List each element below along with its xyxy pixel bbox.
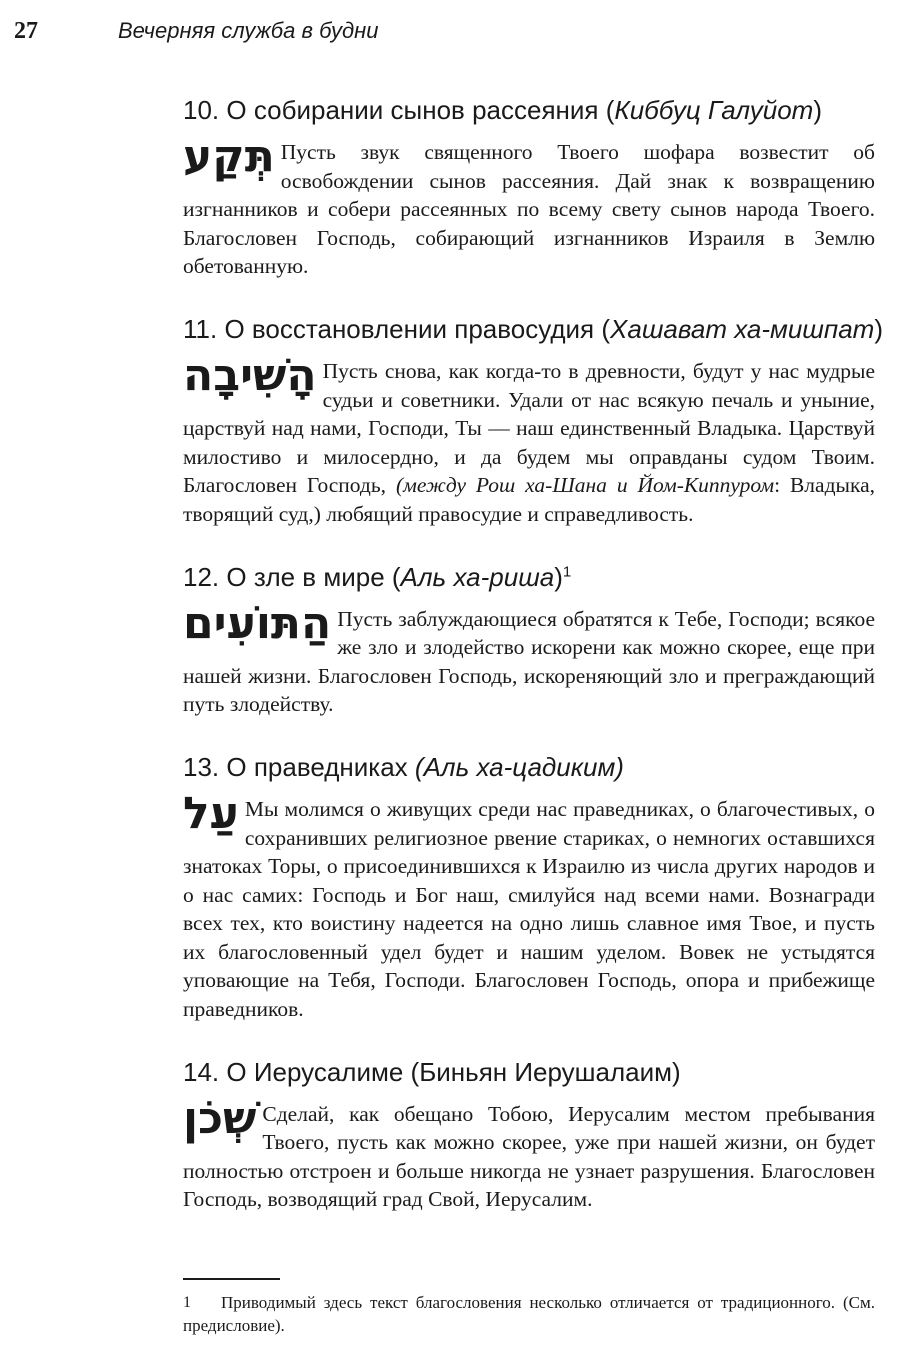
section-12-al-ha-risha: [183, 559, 875, 719]
section-14-binyan-yerushalayim: [183, 1054, 875, 1214]
section-body: [183, 131, 875, 281]
heading-text: 12. О зле в мире (: [183, 561, 401, 592]
page-content: [183, 92, 883, 1214]
section-body: [183, 349, 875, 529]
footnote-text: Приводимый здесь текст благословения несколько отличается от традиционного. (См. предисловие).: [183, 1293, 875, 1335]
heading-transliteration: Аль ха-риша: [400, 561, 555, 592]
blessing-text: Пусть снова, как когда-то в древности, будут у нас мудрые судьи и советники. Удали от нас всякую печаль и уныние, царствуй над нами, Господи, Ты — наш единственный Владыка. Царствуй милостиво и милосердно, и да будем мы оправданы судом Твоим. Благословен Господь,: [183, 358, 875, 498]
footnote-reference: 1: [562, 562, 572, 580]
blessing-text: Пусть заблуждающиеся обратятся к Тебе, Господи; всякое же зло и злодейство искорени как можно скорее, еще при нашей жизни. Благословен Господь, искореняющий зло и преграждающий путь злодейству.: [183, 606, 875, 717]
heading-transliteration: Киббуц Галуйот: [614, 95, 814, 125]
footnote: [183, 1291, 875, 1337]
running-title: Вечерняя служба в будни: [118, 18, 379, 43]
footnote-marker: 1: [183, 1294, 191, 1311]
hebrew-initial-word: הַתּוֹעִים: [183, 597, 332, 649]
section-heading: [183, 92, 875, 128]
heading-transliteration: (Аль ха-цадиким): [414, 751, 624, 782]
hebrew-initial-word: תְּקַע: [183, 131, 275, 182]
section-heading: [183, 1054, 875, 1090]
blessing-text: Мы молимся о живущих среди нас праведниках, о благочестивых, о сохранивших религиозное рвение стариках, о немногих оставшихся знатоках Торы, о присоединившихся к Израилю из числа других народов и о нас самих: Господь и Бог наш, смилуйся над всеми нами. Вознагради всех тех, кто воистину надеется на одно лишь славное имя Твое, и пусть их благословенный удел будет и нашим уделом. Вовек не устыдятся уповающие на Тебя, Господи. Благословен Господь, опора и прибежище праведников.: [183, 796, 875, 1022]
running-head: [14, 18, 880, 46]
heading-text: 14. О Иерусалиме (Биньян Иерушалаим): [183, 1056, 681, 1087]
heading-transliteration: Хашават ха-мишпат: [610, 313, 875, 344]
heading-close: ): [554, 561, 563, 592]
footnote-divider: [183, 1278, 280, 1280]
section-13-al-ha-tsadikim: [183, 749, 875, 1024]
heading-close: ): [813, 95, 822, 125]
blessing-italic-note: (между Рош ха-Шана и Йом-Киппуром: [395, 473, 775, 498]
section-heading: [183, 749, 875, 785]
section-10-kibbutz-galuyot: [183, 92, 875, 281]
section-body: [183, 597, 875, 719]
heading-close: ): [874, 313, 883, 344]
hebrew-initial-word: שְׁכֹן: [183, 1092, 257, 1144]
page-number: 27: [14, 18, 38, 44]
heading-text: 10. О собирании сынов рассеяния (: [183, 95, 615, 125]
section-11-hashavat-ha-mishpat: [183, 311, 883, 529]
heading-text: 13. О праведниках: [183, 751, 415, 782]
blessing-text: Сделай, как обещано Тобою, Иерусалим местом пребывания Твоего, пусть как можно скорее, уже при нашей жизни, он будет полностью отстроен и больше никогда не узнает разрушения. Благословен Господь, возводящий град Свой, Иерусалим.: [183, 1101, 875, 1212]
blessing-text: Пусть звук священного Твоего шофара возвестит об освобождении сынов рассеяния. Дай знак к возвращению изгнанников и собери рассеянных по всему свету сынов народа Твоего. Благословен Господь, собирающий изгнанников Израиля в Землю обетованную.: [183, 140, 875, 279]
section-body: [183, 1092, 875, 1214]
hebrew-initial-word: עַל: [183, 787, 239, 839]
section-heading: [183, 311, 883, 347]
heading-text: 11. О восстановлении правосудия (: [183, 313, 611, 344]
hebrew-initial-word: הָשִׁיבָה: [183, 349, 317, 401]
section-heading: [183, 559, 875, 595]
section-body: [183, 787, 875, 1024]
blessing-text-continued: : Владыка, творящий суд,) любящий правосудие и справедливость.: [183, 473, 875, 526]
